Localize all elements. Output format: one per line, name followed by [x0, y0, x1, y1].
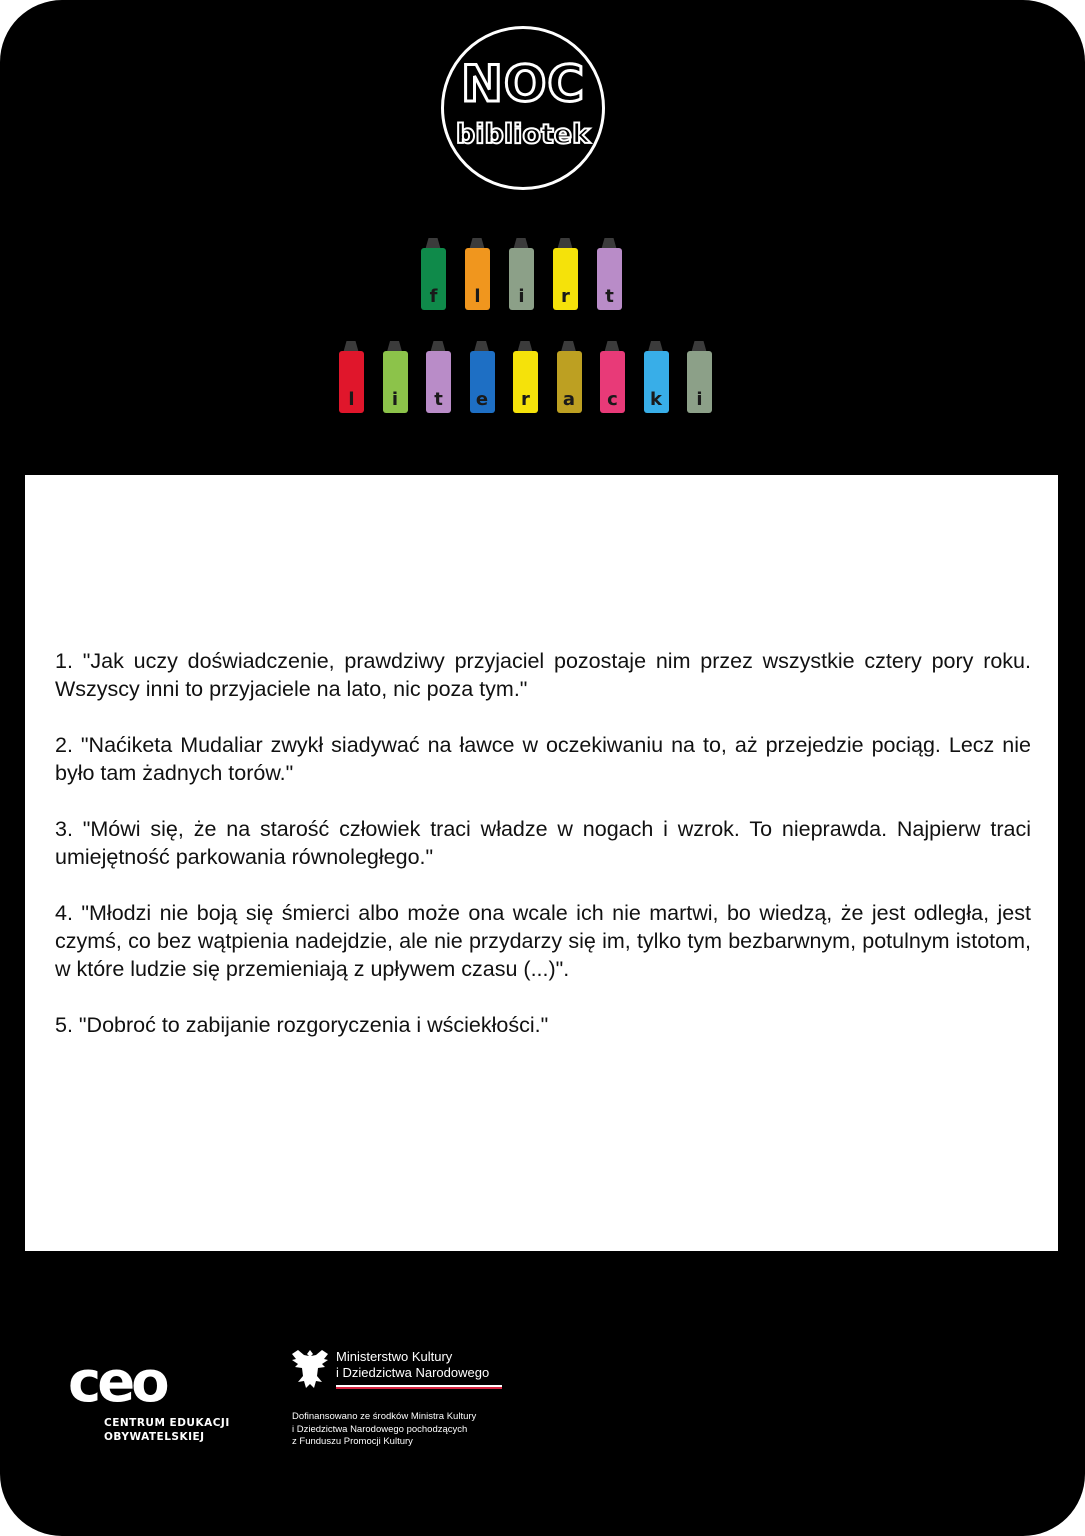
book-spine: [687, 351, 712, 413]
book-letter-text: l: [474, 286, 481, 307]
noc-bibliotek-logo: [441, 26, 605, 190]
book-letter-row1: [465, 238, 493, 312]
ceo-name: [104, 1416, 230, 1444]
ministry-name: [336, 1349, 489, 1381]
book-letter-row2: [644, 341, 672, 415]
book-spine: [644, 351, 669, 413]
book-spine: [470, 351, 495, 413]
book-spine: [557, 351, 582, 413]
book-letter-text: c: [607, 389, 618, 410]
quote-item: 5. "Dobroć to zabijanie rozgoryczenia i wściekłości.": [55, 1013, 549, 1037]
book-letter-text: k: [650, 389, 662, 410]
ministry-line: i Dziedzictwa Narodowego: [336, 1365, 490, 1380]
logo-main-text: NOC: [460, 55, 586, 113]
ceo-name-line: OBYWATELSKIEJ: [104, 1431, 205, 1443]
book-letter-row2: [557, 341, 585, 415]
quotes-list: [55, 647, 1031, 1067]
book-letter-row2: [339, 341, 367, 415]
book-letter-text: l: [348, 389, 355, 410]
funding-note-line: i Dziedzictwa Narodowego pochodzących: [292, 1423, 468, 1435]
funding-note-line: Dofinansowano ze środków Ministra Kultury: [292, 1411, 477, 1422]
book-spine: [509, 248, 534, 310]
book-letter-row1: [597, 238, 625, 312]
book-letter-row2: [687, 341, 715, 415]
ministry-line: Ministerstwo Kultury: [336, 1349, 453, 1364]
book-spine: [513, 351, 538, 413]
book-letter-text: e: [475, 389, 489, 410]
book-letter-text: i: [391, 389, 399, 410]
book-letter-row1: [553, 238, 581, 312]
book-letter-text: r: [561, 286, 570, 307]
book-letter-text: i: [518, 286, 525, 307]
book-letter-text: t: [434, 389, 443, 410]
book-spine: [426, 351, 451, 413]
book-letter-text: a: [562, 389, 576, 410]
book-letter-row2: [426, 341, 454, 415]
quote-item: 2. "Naćiketa Mudaliar zwykł siadywać na ławce w oczekiwaniu na to, aż przejedzie pociąg. Lecz nie było tam żadnych torów.": [55, 733, 1031, 785]
quote-item: 1. "Jak uczy doświadczenie, prawdziwy przyjaciel pozostaje nim przez wszystkie cztery pory roku. Wszyscy inni to przyjaciele na lato, nic poza tym.": [55, 649, 1031, 701]
book-spine: [553, 248, 578, 310]
book-letter-text: f: [429, 286, 438, 307]
ceo-logo: ceo: [68, 1350, 166, 1415]
book-spine: [383, 351, 408, 413]
quotes-panel: [25, 475, 1058, 1251]
book-spine: [597, 248, 622, 310]
logo-sub-text: bibliotek: [455, 119, 591, 150]
book-letter-text: r: [521, 389, 530, 410]
book-spine: [465, 248, 490, 310]
book-letter-row2: [513, 341, 541, 415]
funding-note: [292, 1411, 476, 1449]
book-letter-row2: [470, 341, 498, 415]
book-letter-row1: [421, 238, 449, 312]
book-spine: [600, 351, 625, 413]
book-letter-row1: [509, 238, 537, 312]
ceo-name-line: CENTRUM EDUKACJI: [104, 1417, 230, 1429]
funding-note-line: z Funduszu Promocji Kultury: [292, 1436, 413, 1447]
book-letter-text: i: [696, 389, 703, 410]
book-letter-row2: [600, 341, 628, 415]
book-letter-text: t: [605, 286, 614, 307]
book-letter-row2: [383, 341, 411, 415]
book-spine: [339, 351, 364, 413]
book-spine: [421, 248, 446, 310]
quote-item: 3. "Mówi się, że na starość człowiek traci władze w nogach i wzrok. To nieprawda. Najpierw traci umiejętność parkowania równoległego.": [55, 817, 1031, 869]
flag-bar: [336, 1385, 502, 1389]
eagle-emblem-icon: [290, 1346, 330, 1392]
quote-item: 4. "Młodzi nie boją się śmierci albo może ona wcale ich nie martwi, bo wiedzą, że jest odległa, jest czymś, co bez wątpienia nadejdzie, ale nie przydarzy się im, tylko tym bezbarwnym, potulnym istotom, w które ludzie się przemieniają z upływem czasu (...)".: [55, 901, 1031, 981]
